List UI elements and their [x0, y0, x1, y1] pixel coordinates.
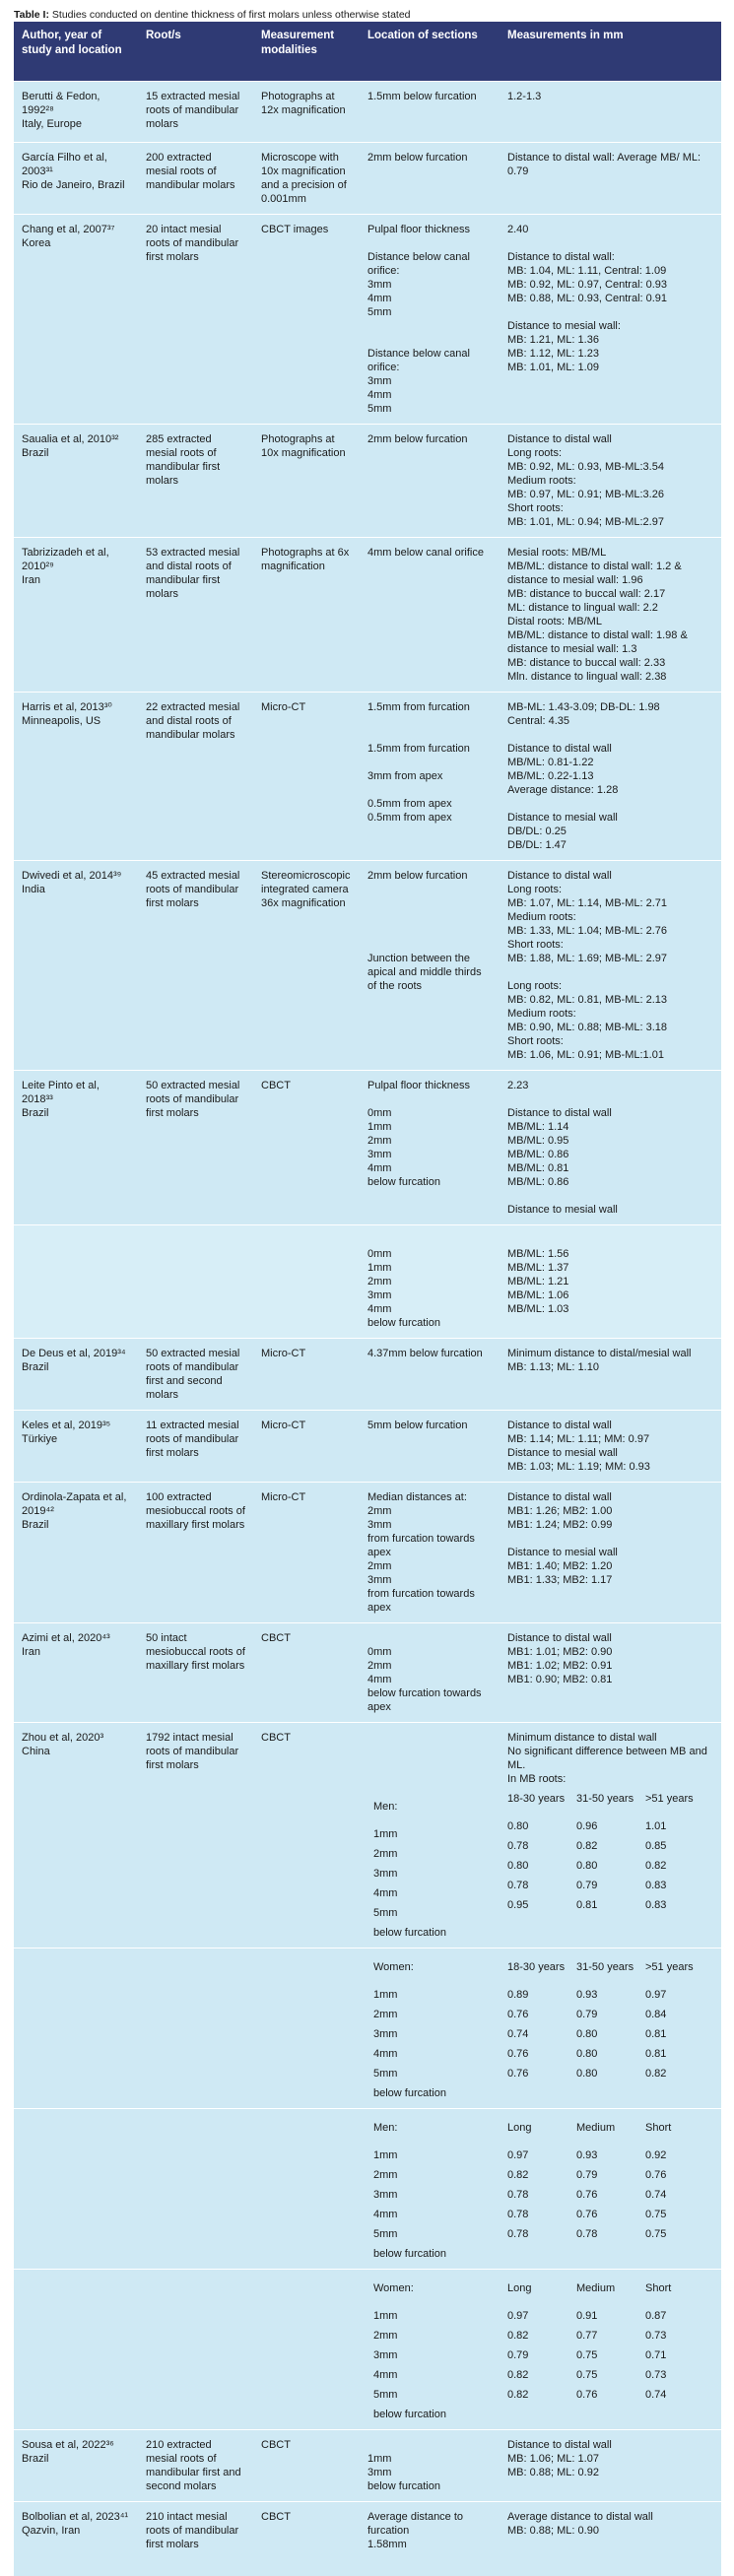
dentine-thickness-table	[14, 22, 721, 2576]
location-cell: 1.5mm from furcation 1.5mm from furcation 3mm from apex 0.5mm from apex 0.5mm from apex	[360, 692, 500, 860]
table-row	[14, 692, 721, 860]
level-label: 3mm	[373, 2348, 398, 2361]
modality-cell: CBCT	[253, 2501, 360, 2576]
author-cell	[14, 2108, 138, 2269]
table-row	[14, 1070, 721, 1224]
value-cell: 0.76	[576, 2388, 598, 2401]
value-cell: 0.82	[645, 2067, 667, 2080]
value-cell: 0.92	[645, 2148, 667, 2161]
level-label: 2mm	[373, 1847, 398, 1860]
modality-cell: Photographs at 10x magnification	[253, 424, 360, 537]
measurements-cell: 2.23 Distance to distal wall MB/ML: 1.14 MB/ML: 0.95 MB/ML: 0.86 MB/ML: 0.81 MB/ML: 0.86 Distance to mesial wall	[500, 1070, 721, 1224]
table-row	[14, 1722, 721, 1948]
table-header-row	[14, 22, 721, 81]
value-cell: 0.76	[576, 2188, 598, 2201]
location-cell	[360, 2108, 500, 2269]
values-grid	[507, 2121, 713, 2247]
column-heading: >51 years	[645, 1792, 694, 1805]
table-row	[14, 1482, 721, 1622]
level-label: 4mm	[373, 2208, 398, 2220]
measurements-cell	[500, 1722, 721, 1948]
value-cell: 0.97	[507, 2309, 529, 2322]
roots-cell: 50 extracted mesial roots of mandibular first molars	[138, 1070, 253, 1224]
roots-cell: 11 extracted mesial roots of mandibular first molars	[138, 1410, 253, 1482]
value-cell: 0.80	[576, 1859, 598, 1872]
level-label: 5mm	[373, 1906, 398, 1919]
measurements-cell: Distance to distal wall MB: 1.14; ML: 1.11; MM: 0.97 Distance to mesial wall MB: 1.03; ML: 1.19; MM: 0.93	[500, 1410, 721, 1482]
roots-cell: 50 extracted mesial roots of mandibular first and second molars	[138, 1338, 253, 1410]
level-label: 5mm	[373, 2388, 398, 2401]
modality-cell: Micro-CT	[253, 692, 360, 860]
value-cell: 0.91	[576, 2309, 598, 2322]
modality-cell: CBCT	[253, 1070, 360, 1224]
table-row	[14, 2429, 721, 2501]
roots-cell	[138, 1948, 253, 2108]
table-row	[14, 214, 721, 424]
column-heading: 18-30 years	[507, 1960, 566, 1973]
level-label: 2mm	[373, 2008, 398, 2020]
level-label: 1mm	[373, 1988, 398, 2001]
value-cell: 0.93	[576, 2148, 598, 2161]
value-cell: 0.80	[576, 2027, 598, 2040]
measurements-cell: MB-ML: 1.43-3.09; DB-DL: 1.98 Central: 4.35 Distance to distal wall MB/ML: 0.81-1.22 MB/ML: 0.22-1.13 Average distance: 1.28 Distance to mesial wall DB/DL: 0.25 DB/DL: 1.47	[500, 692, 721, 860]
value-cell: 0.78	[507, 2227, 529, 2240]
measurements-cell: Distance to distal wall: Average MB/ ML: 0.79	[500, 142, 721, 214]
author-cell	[14, 2269, 138, 2429]
column-heading: Medium	[576, 2121, 616, 2134]
value-cell: 0.82	[576, 1839, 598, 1852]
column-heading: >51 years	[645, 1960, 694, 1973]
modality-cell: CBCT	[253, 1722, 360, 1948]
location-cell: 4.37mm below furcation	[360, 1338, 500, 1410]
value-cell: 0.79	[576, 2168, 598, 2181]
value-cell: 0.74	[645, 2188, 667, 2201]
table-row	[14, 424, 721, 537]
measurements-cell	[500, 2108, 721, 2269]
value-cell: 0.96	[576, 1819, 598, 1832]
value-cell: 0.84	[645, 2008, 667, 2020]
location-cell	[360, 2269, 500, 2429]
measurements-cell: Minimum distance to distal/mesial wall MB: 1.13; ML: 1.10	[500, 1338, 721, 1410]
value-cell: 0.76	[507, 2008, 529, 2020]
value-cell: 0.79	[576, 2008, 598, 2020]
column-heading: 18-30 years	[507, 1792, 566, 1805]
measurements-cell: Distance to distal wall MB1: 1.26; MB2: 1.00 MB1: 1.24; MB2: 0.99 Distance to mesial wall MB1: 1.40; MB2: 1.20 MB1: 1.33; MB2: 1.17	[500, 1482, 721, 1622]
location-cell: Median distances at: 2mm 3mm from furcation towards apex 2mm 3mm from furcation towards apex	[360, 1482, 500, 1622]
value-cell: 0.80	[576, 2067, 598, 2080]
measurements-cell: 2.40 Distance to distal wall: MB: 1.04, ML: 1.11, Central: 1.09 MB: 0.92, ML: 0.97, Central: 0.93 MB: 0.88, ML: 0.93, Central: 0.91 Distance to mesial wall: MB: 1.21, ML: 1.36 MB: 1.12, ML: 1.23 MB: 1.01, ML: 1.09	[500, 214, 721, 424]
location-cell: 0mm 2mm 4mm below furcation towards apex	[360, 1622, 500, 1722]
value-cell: 0.81	[645, 2027, 667, 2040]
table-caption	[0, 0, 734, 22]
modality-cell: CBCT images	[253, 214, 360, 424]
header-measurements: Measurements in mm	[500, 22, 721, 81]
column-heading: 31-50 years	[576, 1792, 634, 1805]
author-cell: Harris et al, 2013³⁰ Minneapolis, US	[14, 692, 138, 860]
value-cell: 0.83	[645, 1879, 667, 1891]
value-cell: 0.97	[507, 2148, 529, 2161]
modality-cell	[253, 2108, 360, 2269]
author-cell: Dwivedi et al, 2014³⁹ India	[14, 860, 138, 1070]
value-cell: 0.71	[645, 2348, 667, 2361]
modality-cell	[253, 1224, 360, 1338]
value-cell: 0.78	[507, 1879, 529, 1891]
measurements-cell: MB/ML: 1.56 MB/ML: 1.37 MB/ML: 1.21 MB/ML: 1.06 MB/ML: 1.03	[500, 1224, 721, 1338]
table-row	[14, 2108, 721, 2269]
level-label: 1mm	[373, 1827, 398, 1840]
value-cell: 0.79	[507, 2348, 529, 2361]
measurements-cell: Distance to distal wall Long roots: MB: 0.92, ML: 0.93, MB-ML:3.54 Medium roots: MB: 0.97, ML: 0.91; MB-ML:3.26 Short roots: MB: 1.01, ML: 0.94; MB-ML:2.97	[500, 424, 721, 537]
caption-text: Studies conducted on dentine thickness of first molars unless otherwise stated	[48, 9, 411, 21]
location-cell: 2mm below furcation	[360, 424, 500, 537]
header-modality: Measurement modalities	[253, 22, 360, 81]
roots-cell	[138, 2269, 253, 2429]
value-cell: 0.75	[645, 2208, 667, 2220]
level-label: 1mm	[373, 2309, 398, 2322]
author-cell: Chang et al, 2007³⁷ Korea	[14, 214, 138, 424]
modality-cell: CBCT	[253, 1622, 360, 1722]
measurements-cell: Mesial roots: MB/ML MB/ML: distance to distal wall: 1.2 & distance to mesial wall: 1.96 MB: distance to buccal wall: 2.17 ML: distance to lingual wall: 2.2 Distal roots: MB/ML MB/ML: distance to distal wall: 1.98 & distance to mesial wall: 1.3 MB: distance to buccal wall: 2.33 Mln. distance to lingual wall: 2.38	[500, 537, 721, 692]
location-cell: 4mm below canal orifice	[360, 537, 500, 692]
location-cell: 2mm below furcation	[360, 142, 500, 214]
modality-cell: Micro-CT	[253, 1482, 360, 1622]
level-label: 4mm	[373, 1886, 398, 1899]
level-label: 4mm	[373, 2368, 398, 2381]
location-cell	[360, 1948, 500, 2108]
column-heading: Short	[645, 2281, 672, 2294]
value-cell: 0.77	[576, 2329, 598, 2342]
below-furcation-label: below furcation	[373, 2408, 446, 2420]
roots-cell: 50 intact mesiobuccal roots of maxillary first molars	[138, 1622, 253, 1722]
below-furcation-label: below furcation	[373, 1926, 446, 1939]
author-cell: Ordinola-Zapata et al, 2019⁴² Brazil	[14, 1482, 138, 1622]
level-label: 5mm	[373, 2227, 398, 2240]
value-cell: 0.82	[507, 2368, 529, 2381]
location-cell: Pulpal floor thickness Distance below canal orifice: 3mm 4mm 5mm Distance below canal orifice: 3mm 4mm 5mm	[360, 214, 500, 424]
location-cell: 1.5mm below furcation	[360, 81, 500, 142]
table-row	[14, 860, 721, 1070]
level-label: 4mm	[373, 2047, 398, 2060]
value-cell: 0.74	[645, 2388, 667, 2401]
value-cell: 0.80	[507, 1859, 529, 1872]
header-roots: Root/s	[138, 22, 253, 81]
table-row	[14, 142, 721, 214]
modality-cell	[253, 1948, 360, 2108]
level-label: 3mm	[373, 2188, 398, 2201]
value-cell: 0.79	[576, 1879, 598, 1891]
author-cell: Zhou et al, 2020³ China	[14, 1722, 138, 1948]
modality-cell: Micro-CT	[253, 1410, 360, 1482]
modality-cell: Microscope with 10x magnification and a precision of 0.001mm	[253, 142, 360, 214]
location-cell: 5mm below furcation	[360, 1410, 500, 1482]
roots-cell: 20 intact mesial roots of mandibular first molars	[138, 214, 253, 424]
table-row	[14, 1622, 721, 1722]
column-heading: Medium	[576, 2281, 616, 2294]
location-cell: 2mm below furcation Junction between the apical and middle thirds of the roots	[360, 860, 500, 1070]
value-cell: 0.78	[507, 1839, 529, 1852]
value-cell: 0.80	[576, 2047, 598, 2060]
values-grid	[507, 1792, 713, 1918]
value-cell: 0.97	[645, 1988, 667, 2001]
zhou-intro-text: Minimum distance to distal wall No significant difference between MB and ML. In MB roots:	[507, 1731, 707, 1785]
group-label: Women:	[373, 1960, 414, 1973]
column-heading: Long	[507, 2121, 532, 2134]
location-cell: Average distance to furcation 1.58mm	[360, 2501, 500, 2576]
value-cell: 0.75	[645, 2227, 667, 2240]
level-label: 2mm	[373, 2168, 398, 2181]
table-row	[14, 81, 721, 142]
value-cell: 0.83	[645, 1898, 667, 1911]
table-row	[14, 1338, 721, 1410]
author-cell: Tabrizizadeh et al, 2010²⁹ Iran	[14, 537, 138, 692]
measurements-cell: Distance to distal wall MB1: 1.01; MB2: 0.90 MB1: 1.02; MB2: 0.91 MB1: 0.90; MB2: 0.81	[500, 1622, 721, 1722]
modality-cell: Micro-CT	[253, 1338, 360, 1410]
level-label: 3mm	[373, 2027, 398, 2040]
value-cell: 0.78	[507, 2208, 529, 2220]
location-cell	[360, 1722, 500, 1948]
value-cell: 0.95	[507, 1898, 529, 1911]
author-cell: García Filho et al, 2003³¹ Rio de Janeiro, Brazil	[14, 142, 138, 214]
measurements-cell: Distance to distal wall MB: 1.06; ML: 1.07 MB: 0.88; ML: 0.92	[500, 2429, 721, 2501]
value-cell: 0.82	[507, 2329, 529, 2342]
header-author: Author, year of study and location	[14, 22, 138, 81]
modality-cell: Stereomicroscopic integrated camera 36x magnification	[253, 860, 360, 1070]
table-row	[14, 2501, 721, 2576]
author-cell	[14, 1948, 138, 2108]
table-row	[14, 2269, 721, 2429]
value-cell: 0.76	[576, 2208, 598, 2220]
measurements-cell	[500, 2269, 721, 2429]
measurements-cell	[500, 1948, 721, 2108]
value-cell: 0.82	[507, 2168, 529, 2181]
header-location: Location of sections	[360, 22, 500, 81]
roots-cell: 1792 intact mesial roots of mandibular first molars	[138, 1722, 253, 1948]
modality-cell	[253, 2269, 360, 2429]
author-cell: Leite Pinto et al, 2018³³ Brazil	[14, 1070, 138, 1224]
level-label: 1mm	[373, 2148, 398, 2161]
author-cell: Bolbolian et al, 2023⁴¹ Qazvin, Iran	[14, 2501, 138, 2576]
table-row	[14, 1948, 721, 2108]
values-grid	[507, 2281, 713, 2408]
value-cell: 0.81	[576, 1898, 598, 1911]
author-cell: Keles et al, 2019³⁵ Türkiye	[14, 1410, 138, 1482]
roots-cell: 285 extracted mesial roots of mandibular first molars	[138, 424, 253, 537]
below-furcation-label: below furcation	[373, 2086, 446, 2099]
roots-cell	[138, 1224, 253, 1338]
value-cell: 0.76	[507, 2047, 529, 2060]
below-furcation-label: below furcation	[373, 2247, 446, 2260]
table-row	[14, 1410, 721, 1482]
value-cell: 0.87	[645, 2309, 667, 2322]
measurements-cell: Average distance to distal wall MB: 0.88; ML: 0.90	[500, 2501, 721, 2576]
caption-label: Table I:	[14, 9, 49, 21]
value-cell: 0.78	[507, 2188, 529, 2201]
author-cell: Berutti & Fedon, 1992²⁸ Italy, Europe	[14, 81, 138, 142]
roots-cell: 22 extracted mesial and distal roots of mandibular molars	[138, 692, 253, 860]
table-row	[14, 537, 721, 692]
location-cell: 0mm 1mm 2mm 3mm 4mm below furcation	[360, 1224, 500, 1338]
location-cell: 1mm 3mm below furcation	[360, 2429, 500, 2501]
roots-cell: 15 extracted mesial roots of mandibular molars	[138, 81, 253, 142]
level-label: 5mm	[373, 2067, 398, 2080]
author-cell: Sousa et al, 2022³⁶ Brazil	[14, 2429, 138, 2501]
value-cell: 0.85	[645, 1839, 667, 1852]
modality-cell: Photographs at 12x magnification	[253, 81, 360, 142]
author-cell	[14, 1224, 138, 1338]
level-label: 2mm	[373, 2329, 398, 2342]
value-cell: 0.73	[645, 2368, 667, 2381]
value-cell: 0.80	[507, 1819, 529, 1832]
group-label: Women:	[373, 2281, 414, 2294]
column-heading: Long	[507, 2281, 532, 2294]
value-cell: 1.01	[645, 1819, 667, 1832]
table-body	[14, 81, 721, 2576]
values-grid	[507, 1960, 713, 2086]
measurements-cell: 1.2-1.3	[500, 81, 721, 142]
value-cell: 0.82	[645, 1859, 667, 1872]
roots-cell	[138, 2108, 253, 2269]
value-cell: 0.74	[507, 2027, 529, 2040]
roots-cell: 45 extracted mesial roots of mandibular first molars	[138, 860, 253, 1070]
location-cell: Pulpal floor thickness 0mm 1mm 2mm 3mm 4mm below furcation	[360, 1070, 500, 1224]
value-cell: 0.76	[507, 2067, 529, 2080]
measurements-cell: Distance to distal wall Long roots: MB: 1.07, ML: 1.14, MB-ML: 2.71 Medium roots: MB: 1.33, ML: 1.04; MB-ML: 2.76 Short roots: MB: 1.88, ML: 1.69; MB-ML: 2.97 Long roots: MB: 0.82, ML: 0.81, MB-ML: 2.13 Medium roots: MB: 0.90, ML: 0.88; MB-ML: 3.18 Short roots: MB: 1.06, ML: 0.91; MB-ML:1.01	[500, 860, 721, 1070]
value-cell: 0.78	[576, 2227, 598, 2240]
roots-cell: 210 intact mesial roots of mandibular first molars	[138, 2501, 253, 2576]
column-heading: 31-50 years	[576, 1960, 634, 1973]
modality-cell: Photographs at 6x magnification	[253, 537, 360, 692]
value-cell: 0.81	[645, 2047, 667, 2060]
value-cell: 0.73	[645, 2329, 667, 2342]
level-label: 3mm	[373, 1867, 398, 1880]
modality-cell: CBCT	[253, 2429, 360, 2501]
roots-cell: 100 extracted mesiobuccal roots of maxillary first molars	[138, 1482, 253, 1622]
column-heading: Short	[645, 2121, 672, 2134]
author-cell: De Deus et al, 2019³⁴ Brazil	[14, 1338, 138, 1410]
table-row	[14, 1224, 721, 1338]
group-label: Men:	[373, 2121, 398, 2134]
value-cell: 0.76	[645, 2168, 667, 2181]
value-cell: 0.75	[576, 2368, 598, 2381]
value-cell: 0.93	[576, 1988, 598, 2001]
value-cell: 0.89	[507, 1988, 529, 2001]
author-cell: Saualia et al, 2010³² Brazil	[14, 424, 138, 537]
author-cell: Azimi et al, 2020⁴³ Iran	[14, 1622, 138, 1722]
roots-cell: 200 extracted mesial roots of mandibular molars	[138, 142, 253, 214]
group-label: Men:	[373, 1800, 398, 1813]
roots-cell: 53 extracted mesial and distal roots of mandibular first molars	[138, 537, 253, 692]
value-cell: 0.75	[576, 2348, 598, 2361]
roots-cell: 210 extracted mesial roots of mandibular first and second molars	[138, 2429, 253, 2501]
value-cell: 0.82	[507, 2388, 529, 2401]
